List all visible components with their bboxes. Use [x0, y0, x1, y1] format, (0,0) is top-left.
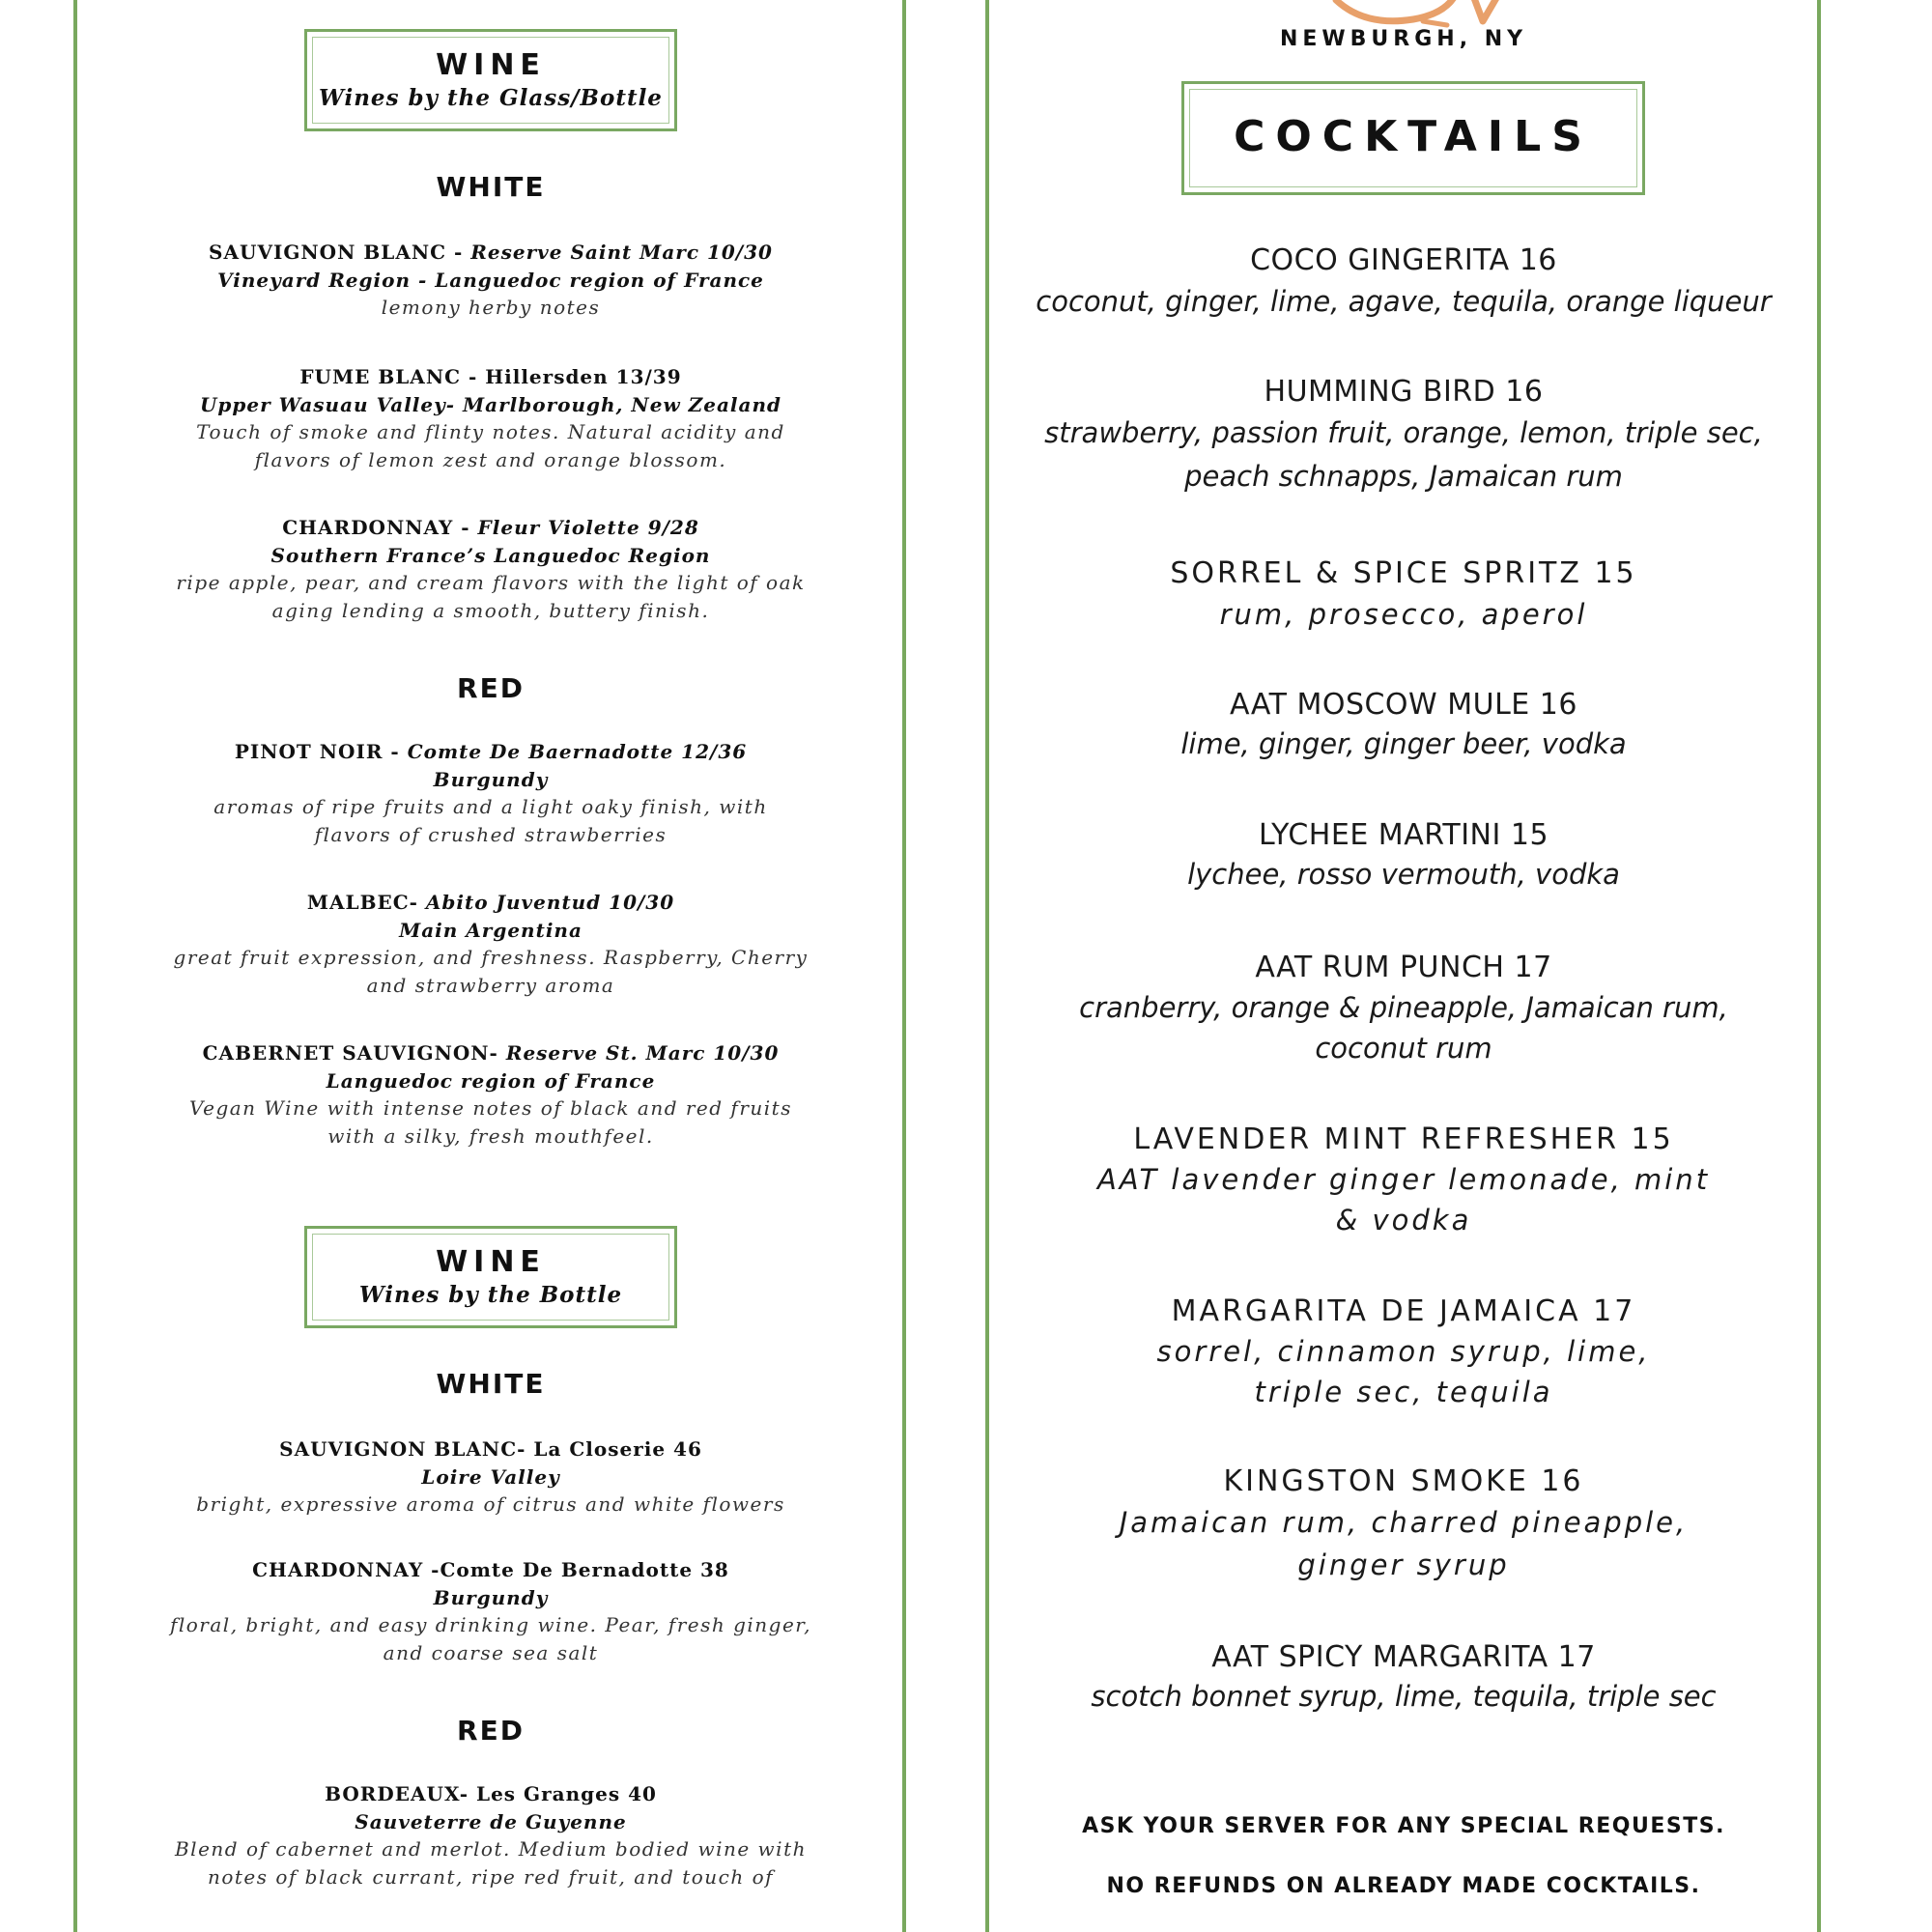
cocktail-ingredients: coconut, ginger, lime, agave, tequila, orange liqueur — [1036, 285, 1772, 318]
cocktail-item — [988, 1638, 1819, 1716]
bottle-white-heading: WHITE — [436, 1368, 546, 1400]
wine-name: FUME BLANC - Hillersden 13/39 — [299, 365, 682, 388]
wine-notes: Blend of cabernet and merlot. Medium bodied wine with notes of black currant, ripe red fruit, and touch of — [174, 1837, 807, 1889]
wine-region: Burgundy — [433, 1586, 549, 1609]
wine-notes: ripe apple, pear, and cream flavors with the light of oak aging lending a smooth, buttery finish. — [176, 571, 806, 622]
wine-menu-column — [77, 0, 904, 1891]
wine-maker: Reserve Saint Marc 10/30 — [470, 241, 773, 264]
wine-name: CHARDONNAY -Comte De Bernadotte 38 — [252, 1558, 729, 1581]
wine-name: MALBEC- — [306, 891, 426, 914]
wine-region: Languedoc region of France — [326, 1069, 656, 1093]
cocktail-name: KINGSTON SMOKE 16 — [1223, 1464, 1584, 1498]
cocktail-name: AAT SPICY MARGARITA 17 — [1211, 1640, 1596, 1674]
wine-notes: lemony herby notes — [381, 296, 601, 319]
bottle-red-heading: RED — [457, 1715, 525, 1747]
wine-region: Sauveterre de Guyenne — [355, 1810, 627, 1833]
wine-region: Main Argentina — [399, 919, 582, 942]
cocktail-ingredients: rum, prosecco, aperol — [1219, 598, 1588, 631]
no-refunds-notice: NO REFUNDS ON ALREADY MADE COCKTAILS. — [1106, 1874, 1701, 1898]
wine-region: Southern France’s Languedoc Region — [270, 544, 711, 567]
wine-name: PINOT NOIR - — [234, 740, 408, 763]
location-label: NEWBURGH, NY — [1279, 27, 1528, 51]
cocktail-name: AAT MOSCOW MULE 16 — [1230, 688, 1577, 722]
cocktails-title: COCKTAILS — [1234, 112, 1593, 161]
wine-item — [77, 238, 904, 322]
cocktails-header-box — [1181, 81, 1645, 195]
cocktail-name: SORREL & SPICE SPRITZ 15 — [1170, 556, 1637, 590]
wine-item — [162, 513, 819, 625]
special-requests-notice: ASK YOUR SERVER FOR ANY SPECIAL REQUESTS. — [1082, 1814, 1725, 1838]
cocktail-menu-column — [988, 0, 1819, 1932]
wine-notes: Touch of smoke and flinty notes. Natural acidity and flavors of lemon zest and orange blossom. — [196, 420, 785, 471]
wine-item — [182, 1038, 800, 1151]
wine-name: SAUVIGNON BLANC - — [209, 241, 471, 264]
wine-item — [177, 362, 805, 474]
wine-name: CHARDONNAY - — [282, 516, 478, 539]
cocktail-ingredients: lychee, rosso vermouth, vodka — [1187, 858, 1620, 891]
cocktail-ingredients: AAT lavender ginger lemonade, mint & vodka — [1096, 1163, 1711, 1236]
cocktail-item — [988, 686, 1819, 763]
cocktail-name: COCO GINGERITA 16 — [1250, 243, 1557, 277]
wine-item — [162, 888, 819, 1000]
wine-notes: bright, expressive aroma of citrus and white flowers — [196, 1492, 785, 1516]
cocktail-item — [988, 949, 1819, 1068]
wine-notes: floral, bright, and easy drinking wine. Pear, fresh ginger, and coarse sea salt — [169, 1613, 812, 1664]
wine-item — [191, 737, 790, 849]
cocktail-name: LAVENDER MINT REFRESHER 15 — [1133, 1122, 1674, 1156]
cocktail-item — [988, 373, 1819, 498]
glass-red-heading: RED — [457, 672, 525, 704]
wine-name: BORDEAUX- Les Granges 40 — [325, 1782, 657, 1805]
cocktail-ingredients: scotch bonnet syrup, lime, tequila, triple sec — [1091, 1680, 1717, 1713]
wine-notes: Vegan Wine with intense notes of black and red fruits with a silky, fresh mouthfeel. — [189, 1096, 792, 1148]
cocktail-ingredients: sorrel, cinnamon syrup, lime, triple sec, tequila — [1156, 1335, 1651, 1408]
cocktail-name: HUMMING BIRD 16 — [1264, 375, 1544, 409]
cocktail-item — [988, 1121, 1819, 1240]
wine-bottle-header-box — [304, 1226, 677, 1328]
wine-glass-subtitle: Wines by the Glass/Bottle — [319, 85, 663, 111]
cocktail-item — [988, 242, 1819, 324]
wine-maker: Comte De Baernadotte 12/36 — [407, 740, 748, 763]
wine-glass-title: WINE — [436, 48, 546, 82]
glass-white-heading: WHITE — [436, 171, 546, 203]
wine-item — [162, 1555, 819, 1667]
cocktail-ingredients: Jamaican rum, charred pineapple, ginger syrup — [1119, 1506, 1689, 1581]
wine-item — [162, 1779, 819, 1891]
wine-bottle-subtitle: Wines by the Bottle — [358, 1282, 623, 1308]
cocktail-ingredients: cranberry, orange & pineapple, Jamaican rum, coconut rum — [1079, 991, 1728, 1065]
cocktail-item — [988, 554, 1819, 637]
cocktail-item — [988, 816, 1819, 894]
wine-notes: aromas of ripe fruits and a light oaky finish, with flavors of crushed strawberries — [213, 795, 768, 846]
wine-name: SAUVIGNON BLANC- La Closerie 46 — [279, 1437, 702, 1461]
wine-item — [77, 1435, 904, 1519]
cocktail-name: LYCHEE MARTINI 15 — [1258, 818, 1549, 852]
wine-notes: great fruit expression, and freshness. Raspberry, Cherry and strawberry aroma — [173, 946, 809, 997]
cocktail-name: MARGARITA DE JAMAICA 17 — [1171, 1294, 1636, 1328]
cocktail-ingredients: lime, ginger, ginger beer, vodka — [1180, 727, 1627, 760]
wine-region: Loire Valley — [421, 1465, 560, 1489]
wine-glass-header-box — [304, 29, 677, 131]
wine-name: CABERNET SAUVIGNON- — [202, 1041, 506, 1065]
wine-maker: Reserve St. Marc 10/30 — [505, 1041, 780, 1065]
wine-region: Upper Wasuau Valley- Marlborough, New Zealand — [199, 393, 781, 416]
wine-maker: Fleur Violette 9/28 — [477, 516, 699, 539]
cocktail-item — [988, 1463, 1819, 1586]
cocktail-name: AAT RUM PUNCH 17 — [1255, 951, 1552, 984]
wine-bottle-title: WINE — [436, 1245, 546, 1279]
cocktail-ingredients: strawberry, passion fruit, orange, lemon, triple sec, peach schnapps, Jamaican rum — [1044, 416, 1763, 493]
wine-region: Vineyard Region - Languedoc region of France — [217, 269, 764, 292]
wine-region: Burgundy — [433, 768, 549, 791]
wine-maker: Abito Juventud 10/30 — [425, 891, 675, 914]
cocktail-item — [988, 1293, 1819, 1412]
